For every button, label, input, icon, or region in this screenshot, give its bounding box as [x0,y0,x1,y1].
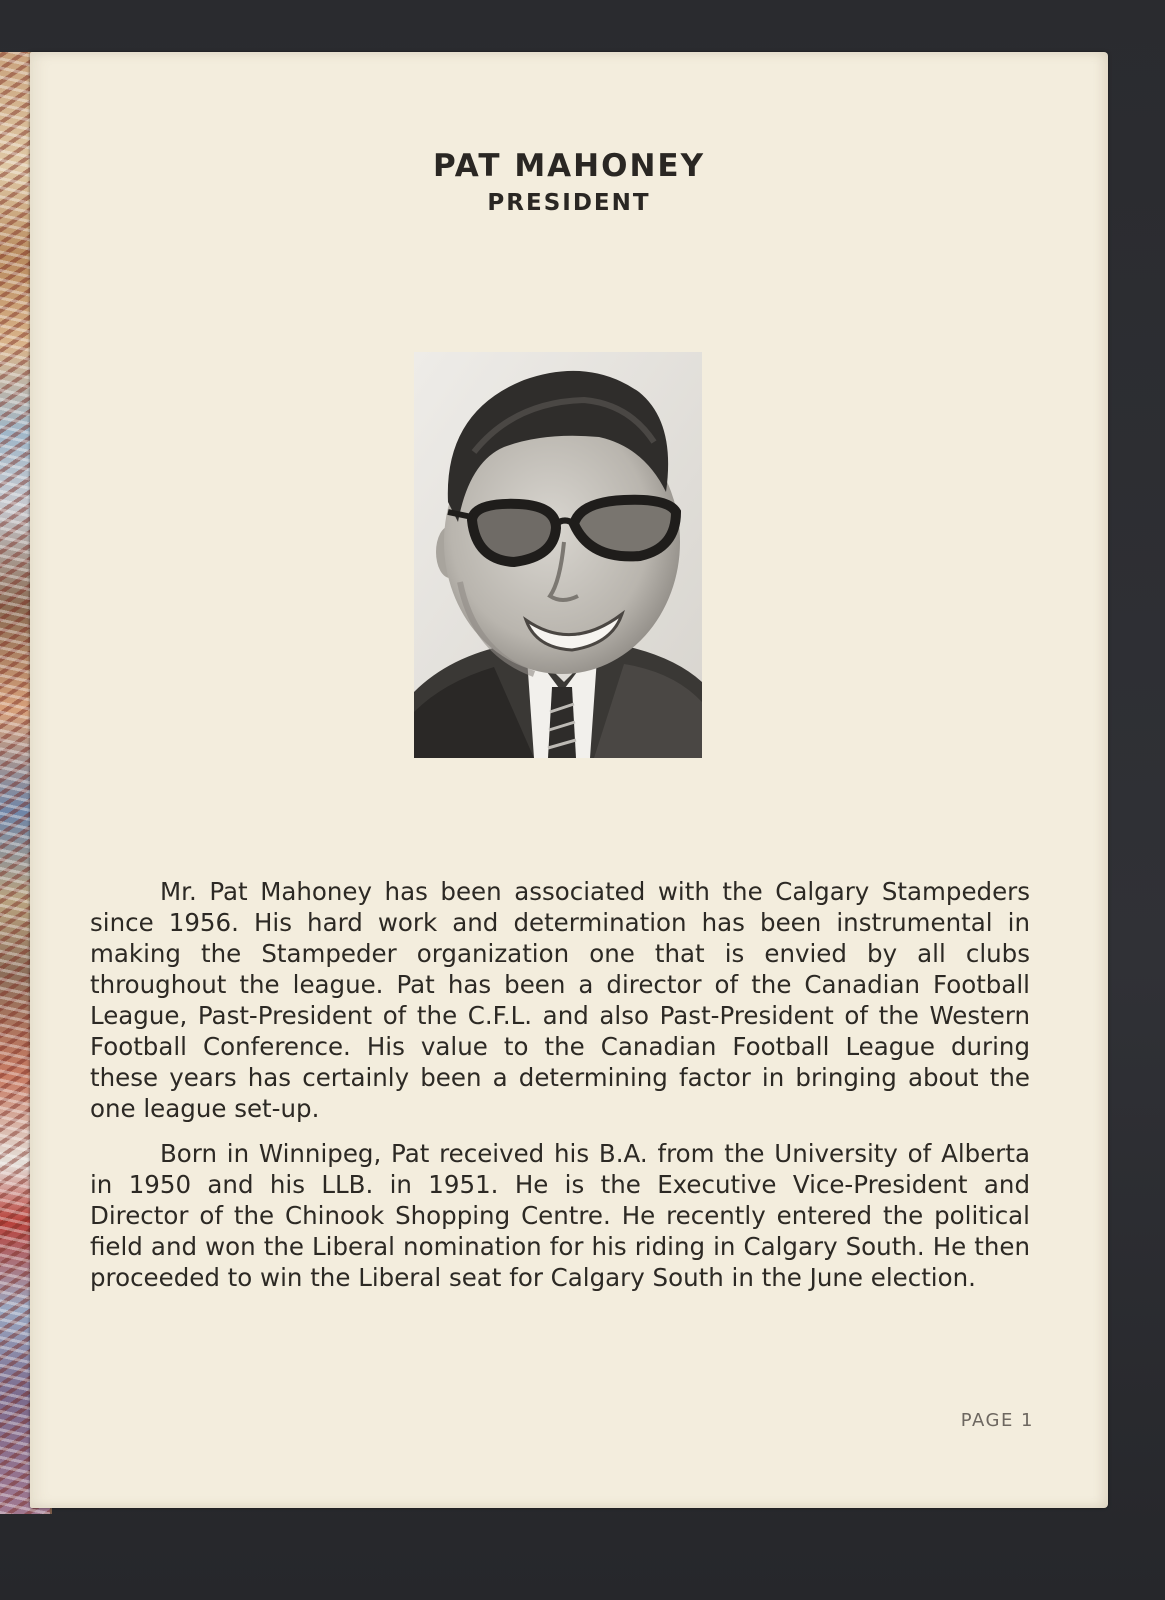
biography-paragraph: Mr. Pat Mahoney has been associated with the Calgary Stampeders since 1956. His hard work and determination has been instrumental in making the Stampeder organization one that is envied by all clubs throughout the league. Pat has been a director of the Canadian Football League, Past-President of the C.F.L. and also Past-President of the Western Football Conference. His value to the Canadian Football League during these years has certainly been a determining factor in bringing about the one league set-up. [90,877,1030,1123]
page-title: PAT MAHONEY [432,148,706,184]
booklet-page [30,52,1108,1508]
page-subtitle: PRESIDENT [487,190,651,216]
biography-text [90,876,1030,1307]
portrait-photo [414,352,702,758]
page-number: PAGE 1 [960,1410,1034,1431]
biography-paragraph: Born in Winnipeg, Pat received his B.A. from the University of Alberta in 1950 and his LLB. in 1951. He is the Executive Vice-President and Director of the Chinook Shopping Centre. He recently entered the political field and won the Liberal nomination for his riding in Calgary South. He then proceeded to win the Liberal seat for Calgary South in the June election. [90,1139,1030,1292]
